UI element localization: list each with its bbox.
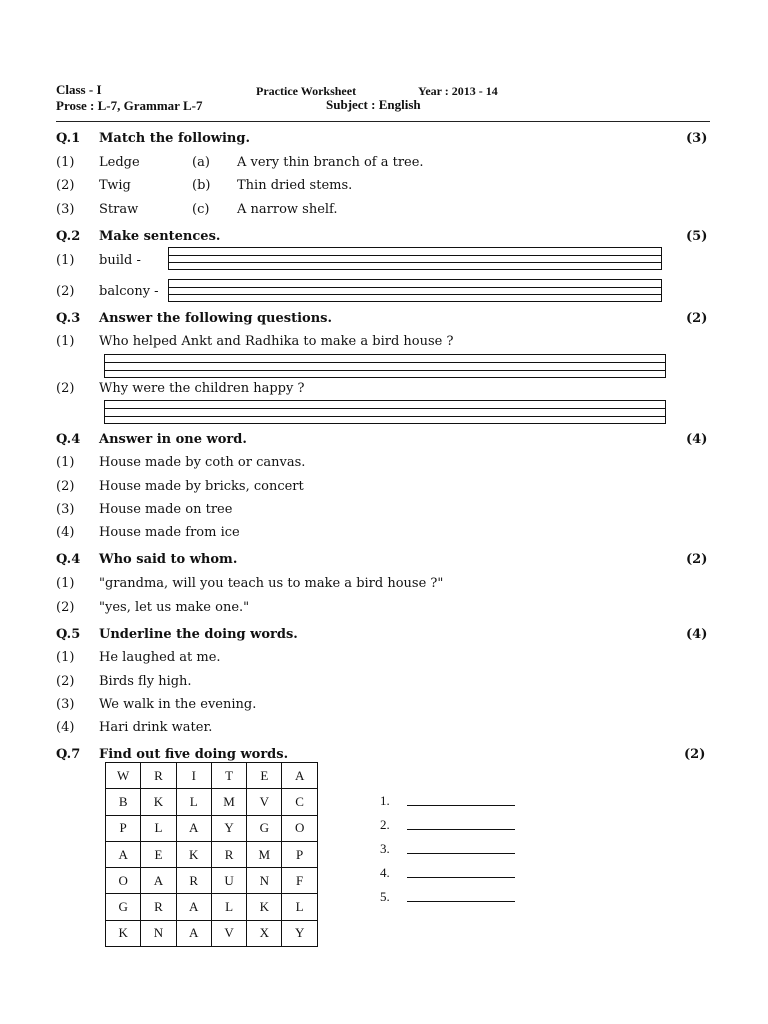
q2-item-number: (1) [56, 253, 75, 268]
grid-cell[interactable]: N [247, 868, 282, 894]
answer-blank[interactable] [407, 853, 515, 854]
grid-cell[interactable]: R [211, 841, 246, 867]
q2-number: Q.2 [56, 229, 81, 244]
grid-cell[interactable]: L [282, 894, 317, 920]
q1-item-number: (3) [56, 202, 75, 217]
answer-line [105, 370, 665, 371]
q1-item-letter: (b) [192, 178, 211, 193]
grid-cell[interactable]: F [282, 868, 317, 894]
grid-cell[interactable]: R [176, 868, 211, 894]
q4b-item-quote: "grandma, will you teach us to make a bird house ?" [99, 576, 444, 591]
grid-cell[interactable]: K [247, 894, 282, 920]
q2-item-word: build - [99, 253, 141, 268]
q3-item-question: Who helped Ankt and Radhika to make a bird house ? [99, 334, 454, 349]
answer-number: 1. [380, 793, 390, 808]
q5-marks: (4) [686, 627, 708, 642]
answer-line [105, 362, 665, 363]
q2-answer-box-2[interactable] [168, 279, 662, 302]
grid-cell[interactable]: G [247, 815, 282, 841]
answer-line [169, 255, 661, 256]
q4-item-text: House made by bricks, concert [99, 479, 304, 494]
answer-line [105, 408, 665, 409]
q4-item-number: (1) [56, 455, 75, 470]
q3-answer-box-2[interactable] [104, 400, 666, 424]
q5-item-text: Birds fly high. [99, 674, 192, 689]
grid-cell[interactable]: R [141, 763, 176, 789]
answer-number: 3. [380, 841, 390, 856]
q1-item-number: (1) [56, 155, 75, 170]
grid-cell[interactable]: P [106, 815, 141, 841]
grid-row [106, 920, 318, 946]
grid-cell[interactable]: X [247, 920, 282, 946]
q4b-item-number: (2) [56, 600, 75, 615]
q5-number: Q.5 [56, 627, 81, 642]
q3-item-number: (2) [56, 381, 75, 396]
header-divider [56, 121, 710, 122]
q1-item-word: Straw [99, 202, 139, 217]
grid-cell[interactable]: O [282, 815, 317, 841]
q5-item-number: (4) [56, 720, 75, 735]
answer-blank[interactable] [407, 877, 515, 878]
q4b-item-quote: "yes, let us make one." [99, 600, 250, 615]
grid-row [106, 868, 318, 894]
q5-item-text: He laughed at me. [99, 650, 221, 665]
q2-item-word: balcony - [99, 284, 159, 299]
grid-cell[interactable]: L [176, 789, 211, 815]
q1-item-meaning: A very thin branch of a tree. [237, 155, 424, 170]
q4-item-number: (2) [56, 479, 75, 494]
grid-cell[interactable]: L [211, 894, 246, 920]
q3-marks: (2) [686, 311, 708, 326]
grid-cell[interactable]: U [211, 868, 246, 894]
q4-item-text: House made by coth or canvas. [99, 455, 306, 470]
grid-cell[interactable]: A [141, 868, 176, 894]
grid-row [106, 789, 318, 815]
grid-cell[interactable]: B [106, 789, 141, 815]
answer-blank[interactable] [407, 829, 515, 830]
answer-number: 2. [380, 817, 390, 832]
q2-item-number: (2) [56, 284, 75, 299]
grid-cell[interactable]: W [106, 763, 141, 789]
grid-cell[interactable]: C [282, 789, 317, 815]
q3-title: Answer the following questions. [99, 311, 332, 326]
grid-cell[interactable]: A [176, 894, 211, 920]
q1-item-word: Twig [99, 178, 131, 193]
q5-item-text: We walk in the evening. [99, 697, 257, 712]
grid-row [106, 815, 318, 841]
q5-item-number: (1) [56, 650, 75, 665]
word-search-grid [105, 762, 318, 947]
grid-row [106, 894, 318, 920]
q5-title: Underline the doing words. [99, 627, 298, 642]
grid-cell[interactable]: N [141, 920, 176, 946]
grid-cell[interactable]: A [176, 815, 211, 841]
grid-cell[interactable]: O [106, 868, 141, 894]
q7-number: Q.7 [56, 747, 81, 762]
q4b-number: Q.4 [56, 552, 81, 567]
q2-answer-box-1[interactable] [168, 247, 662, 270]
q7-marks: (2) [684, 747, 706, 762]
class-label: Class - I [56, 82, 102, 97]
q1-item-letter: (c) [192, 202, 210, 217]
answer-blank[interactable] [407, 805, 515, 806]
q1-item-meaning: Thin dried stems. [237, 178, 353, 193]
q1-item-letter: (a) [192, 155, 210, 170]
q3-answer-box-1[interactable] [104, 354, 666, 378]
answer-number: 5. [380, 889, 390, 904]
grid-cell[interactable]: P [282, 841, 317, 867]
q4b-marks: (2) [686, 552, 708, 567]
q1-item-meaning: A narrow shelf. [237, 202, 338, 217]
q1-marks: (3) [686, 131, 708, 146]
prose-label: Prose : L-7, Grammar L-7 [56, 98, 203, 113]
grid-cell[interactable]: T [211, 763, 246, 789]
q1-item-number: (2) [56, 178, 75, 193]
grid-cell[interactable]: M [211, 789, 246, 815]
grid-cell[interactable]: V [247, 789, 282, 815]
grid-cell[interactable]: V [211, 920, 246, 946]
q4-number: Q.4 [56, 432, 81, 447]
year-label: Year : 2013 - 14 [418, 84, 498, 98]
q4-marks: (4) [686, 432, 708, 447]
q4-item-number: (4) [56, 525, 75, 540]
grid-row [106, 841, 318, 867]
answer-line [169, 262, 661, 263]
q2-marks: (5) [686, 229, 708, 244]
q7-title: Find out five doing words. [99, 747, 289, 762]
grid-cell[interactable]: E [141, 841, 176, 867]
answer-line [105, 416, 665, 417]
q5-item-number: (3) [56, 697, 75, 712]
q2-title: Make sentences. [99, 229, 221, 244]
q1-item-word: Ledge [99, 155, 140, 170]
grid-cell[interactable]: L [141, 815, 176, 841]
q3-number: Q.3 [56, 311, 81, 326]
grid-cell[interactable]: Y [282, 920, 317, 946]
grid-cell[interactable]: K [106, 920, 141, 946]
grid-cell[interactable]: R [141, 894, 176, 920]
q4-item-number: (3) [56, 502, 75, 517]
grid-cell[interactable]: A [176, 920, 211, 946]
answer-line [169, 294, 661, 295]
grid-row [106, 763, 318, 789]
grid-cell[interactable]: K [141, 789, 176, 815]
grid-cell[interactable]: G [106, 894, 141, 920]
q3-item-number: (1) [56, 334, 75, 349]
answer-line [169, 287, 661, 288]
q4-item-text: House made from ice [99, 525, 240, 540]
grid-cell[interactable]: Y [211, 815, 246, 841]
q4-title: Answer in one word. [99, 432, 247, 447]
q4b-item-number: (1) [56, 576, 75, 591]
grid-cell[interactable]: K [176, 841, 211, 867]
grid-cell[interactable]: M [247, 841, 282, 867]
grid-cell[interactable]: A [106, 841, 141, 867]
q4-item-text: House made on tree [99, 502, 233, 517]
grid-cell[interactable]: E [247, 763, 282, 789]
q5-item-number: (2) [56, 674, 75, 689]
q1-number: Q.1 [56, 131, 81, 146]
q4b-title: Who said to whom. [99, 552, 238, 567]
q5-item-text: Hari drink water. [99, 720, 213, 735]
grid-cell[interactable]: A [282, 763, 317, 789]
answer-number: 4. [380, 865, 390, 880]
subject-label: Subject : English [326, 97, 421, 112]
answer-blank[interactable] [407, 901, 515, 902]
worksheet-title: Practice Worksheet [256, 84, 357, 98]
q1-title: Match the following. [99, 131, 250, 146]
grid-cell[interactable]: I [176, 763, 211, 789]
q3-item-question: Why were the children happy ? [99, 381, 305, 396]
